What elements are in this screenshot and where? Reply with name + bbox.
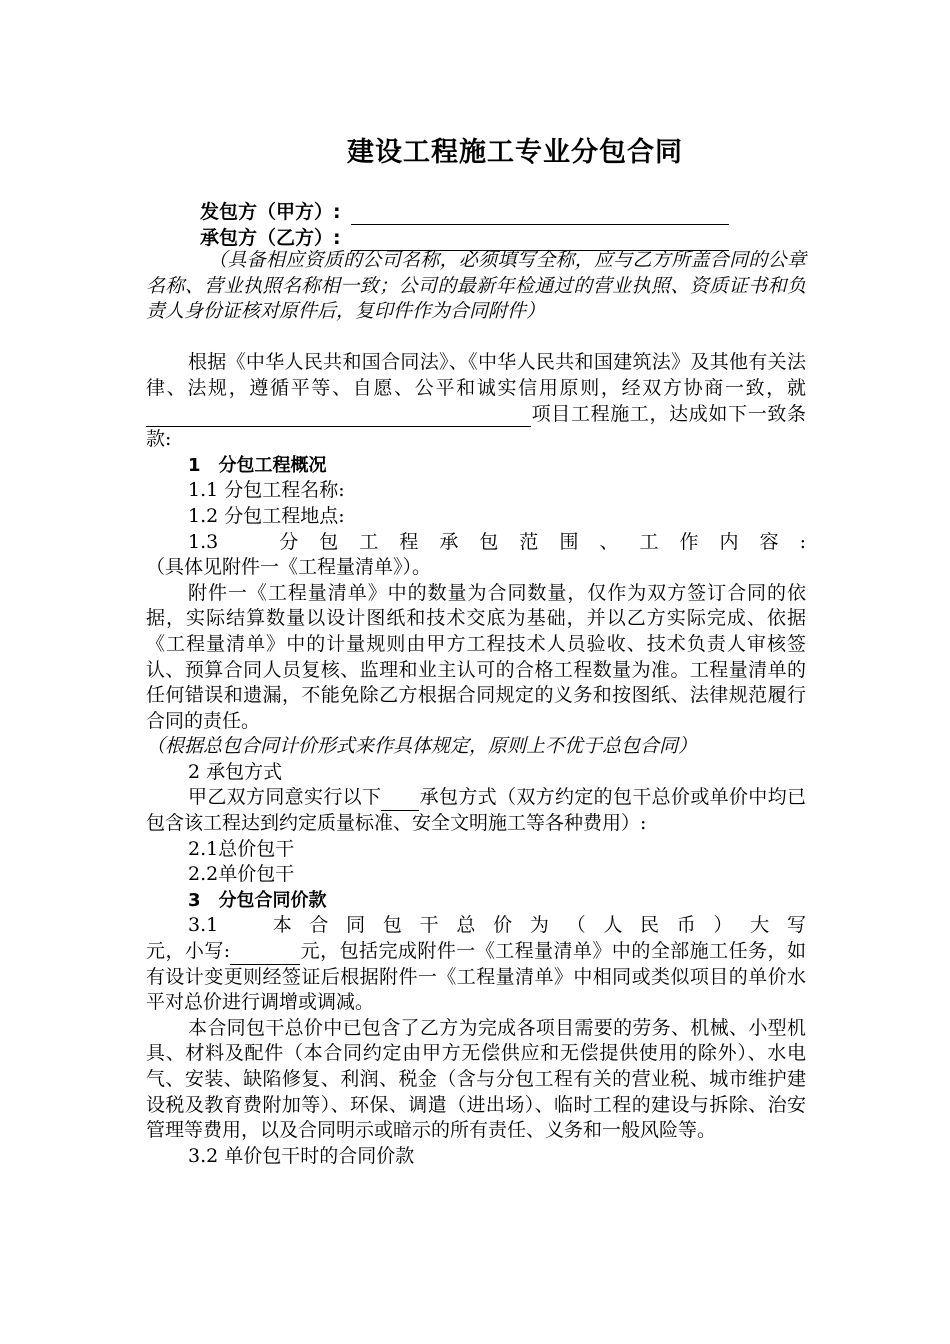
section-2-heading: 2 承包方式 — [188, 760, 283, 783]
section-3-heading: 3 分包合同价款 — [188, 889, 327, 911]
amount-blank[interactable] — [230, 944, 300, 965]
party-b-label: 承包方（乙方）: — [200, 227, 341, 249]
clause-3-1-text-b: 元，包括完成附件一《工程量清单》中的全部施工任务，如有设计变更则经签证后根据附件一《工程量清单》中相同或类似项目的单价水平对总价进行调增或调减。 — [146, 940, 806, 1014]
section-2-text-a: 甲乙双方同意实行以下 — [188, 786, 382, 809]
intro-suffix: 项目 — [531, 402, 571, 425]
spacer — [146, 325, 806, 351]
intro-paragraph — [146, 350, 806, 452]
intro-text: 根据《中华人民共和国合同法》、《中华人民共和国建筑法》及其他有关法律、法规，遵循平等、自愿、公平和诚实信用原则，经双方协商一致，就 — [146, 351, 806, 399]
section-1-heading: 1 分包工程概况 — [188, 454, 327, 476]
party-a-row — [200, 199, 729, 225]
intro-text-2: 工程施工，达成如下一致条款: — [146, 402, 806, 451]
clause-2-1: 2.1总价包干 — [188, 837, 295, 860]
clause-3-1-line: 3.1 本合同包干总价为（人民币）大写 — [188, 914, 806, 937]
clause-1-3-cont: （具体见附件一《工程量清单》）。 — [146, 556, 432, 579]
clause-1-3: 1.3 分包工程承包范围、工作内容: — [188, 530, 806, 553]
section-1-note: （根据总包合同计价形式来作具体规定，原则上不优于总包合同） — [146, 735, 698, 758]
section-2-text-b: 承包方式（双方约定的包干总价或单价中均已包含该工程达到约定质量标准、安全文明施工等各种费用）: — [146, 786, 806, 835]
clause-3-1 — [146, 939, 806, 1016]
party-a-label: 发包方（甲方）: — [200, 201, 341, 223]
section-1-paragraph: 附件一《工程量清单》中的数量为合同数量，仅作为双方签订合同的依据，实际结算数量以设计图纸和技术交底为基础，并以乙方实际完成、依据《工程量清单》中的计量规则由甲方工程技术人员验收、技术负责人审核签认、预算合同人员复核、监理和业主认可的合格工程数量为准。工程量清单的任何错误和遗漏，不能免除乙方根据合同规定的义务和按图纸、法律规范履行合同的责任。 — [146, 581, 806, 732]
clause-3-1-text-a: 元，小写: — [146, 940, 231, 963]
clause-1-1: 1.1 分包工程名称: — [188, 479, 345, 502]
party-note: （具备相应资质的公司名称，必须填写全称，应与乙方所盖合同的公章名称、营业执照名称相一致；公司的最新年检通过的营业执照、资质证书和负责人身份证核对原件后，复印件作为合同附件） — [146, 249, 806, 323]
section-3-paragraph: 本合同包干总价中已包含了乙方为完成各项目需要的劳务、机械、小型机具、材料及配件（本合同约定由甲方无偿供应和无偿提供使用的除外）、水电气、安装、缺陷修复、利润、税金（含与分包工程有关的营业税、城市维护建设税及教育费附加等）、环保、调遣（进出场）、临时工程的建设与拆除、治安管理等费用，以及合同明示或暗示的所有责任、义务和一般风险等。 — [146, 1016, 806, 1142]
clause-2-2: 2.2单价包干 — [188, 863, 295, 886]
section-2-paragraph — [146, 785, 806, 836]
contract-mode-blank[interactable] — [381, 790, 419, 811]
clause-3-2: 3.2 单价包干时的合同价款 — [188, 1144, 415, 1167]
contract-body — [146, 248, 806, 1169]
contract-title: 建设工程施工专业分包合同 — [347, 137, 683, 168]
project-name-blank[interactable] — [146, 406, 531, 427]
party-a-blank[interactable] — [351, 202, 729, 225]
clause-1-2: 1.2 分包工程地点: — [188, 504, 345, 527]
